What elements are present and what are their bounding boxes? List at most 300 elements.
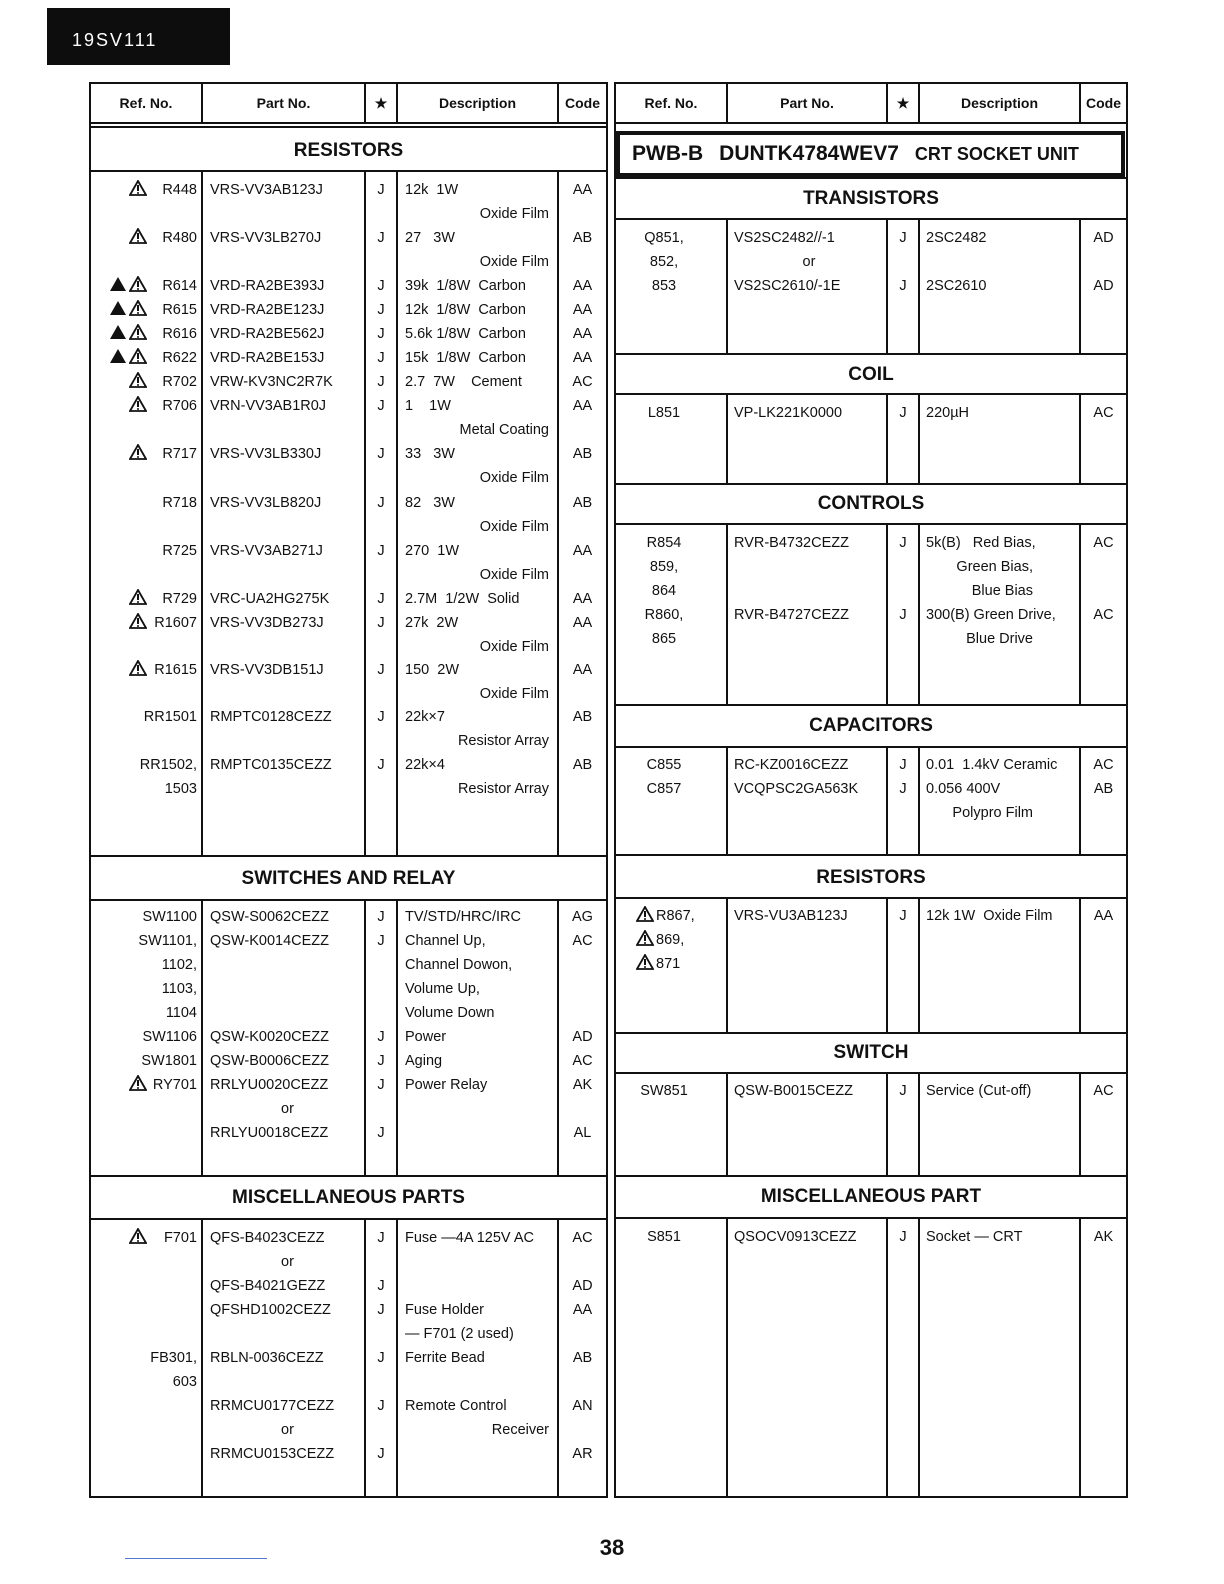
ref-no-cell [89,1348,197,1368]
ref-no: 603 [172,1374,197,1390]
description: Oxide Film [479,686,549,702]
description: Oxide Film [479,567,549,583]
ref-no-cell [614,755,714,775]
rank-mark: J [899,278,907,294]
part-no: VS2SC2482//-1 [734,230,835,246]
part-no: RBLN-0036CEZZ [210,1350,324,1366]
description: 0.056 400V [926,781,1001,797]
part-no: VRS-VV3DB273J [210,615,324,631]
ref-no: C857 [646,781,682,797]
safety-warning-icon [129,1075,147,1091]
ref-no-cell [89,613,197,633]
description: Receiver [491,1422,549,1438]
rank-mark: J [377,230,385,246]
description: 220µH [926,405,970,421]
description: 82 3W [405,495,455,511]
code: AA [572,543,593,559]
description: Oxide Film [479,254,549,270]
ref-no: S851 [647,1229,681,1245]
safety-warning-icon [129,660,147,676]
code: AB [572,1350,593,1366]
part-no: QSW-K0014CEZZ [210,933,329,949]
ref-no: RY701 [152,1077,197,1093]
rank-mark: J [377,1029,385,1045]
ref-no-cell [614,228,714,248]
part-no: VRC-UA2HG275K [210,591,330,607]
section-title: TRANSISTORS [803,188,939,209]
code: AA [572,302,593,318]
part-no: QSOCV0913CEZZ [734,1229,857,1245]
description: 2.7 7W Cement [405,374,522,390]
code: AC [1093,757,1114,773]
ref-no: 852, [649,254,679,270]
safety-warning-icon [129,444,147,460]
rank-mark: J [899,1229,907,1245]
code: AA [572,591,593,607]
header-code: Code [1086,95,1121,111]
description: 27k 2W [405,615,459,631]
description: Metal Coating [459,422,549,438]
safety-warning-icon [129,276,147,292]
ref-no: R1615 [154,662,197,678]
ref-no-cell [614,403,714,423]
part-no: VRN-VV3AB1R0J [210,398,327,414]
page-number: 38 [599,1535,625,1560]
safety-warning-icon [636,954,654,970]
description: 22k×4 [405,757,445,773]
ref-no: 853 [651,278,677,294]
rank-mark: J [377,1446,385,1462]
rank-mark: J [377,1125,385,1141]
description: 39k 1/8W Carbon [405,278,526,294]
code: AA [572,350,593,366]
description: 12k 1W [405,182,459,198]
ref-no-cell [89,589,197,609]
part-no: RVR-B4732CEZZ [734,535,849,551]
ref-no: 1104 [165,1005,197,1021]
ref-no: R867, [656,908,695,924]
code: AC [572,933,593,949]
description: — F701 (2 used) [405,1326,514,1342]
part-no: QSW-B0006CEZZ [210,1053,329,1069]
description: Resistor Array [457,733,549,749]
code: AC [572,374,593,390]
ref-no: 859, [649,559,679,575]
description: 27 3W [405,230,455,246]
safety-warning-icon [129,348,147,364]
ref-no-cell [614,779,714,799]
ref-no: F701 [163,1230,197,1246]
ref-no: R615 [162,302,197,318]
description: Power Relay [405,1077,488,1093]
description: Oxide Film [479,519,549,535]
code: AB [572,446,593,462]
description: Polypro Film [952,805,1033,821]
ref-no: Q851, [644,230,684,246]
ref-no-cell [89,324,197,344]
ref-no: 1102, [161,957,197,973]
left-parts-table [89,82,608,1498]
ref-no-cell [89,1075,197,1095]
safety-warning-icon [129,180,147,196]
description: 2.7M 1/2W Solid [405,591,520,607]
part-no: VRS-VV3LB270J [210,230,322,246]
header-star: ★ [374,94,388,111]
ref-no-cell [614,629,714,649]
code: AB [572,709,593,725]
ref-no-cell [89,1003,197,1023]
ref-no-cell [89,276,197,296]
description: Oxide Film [479,206,549,222]
code: AA [1093,908,1114,924]
part-no: VRD-RA2BE393J [210,278,325,294]
rank-mark: J [377,302,385,318]
rank-mark: J [899,607,907,623]
safety-warning-icon [636,906,654,922]
description: 5k(B) Red Bias, [926,535,1036,551]
ref-no: FB301, [150,1350,197,1366]
description: Ferrite Bead [405,1350,485,1366]
description: Service (Cut-off) [926,1083,1032,1099]
ref-no-cell [614,581,714,601]
code: AA [572,398,593,414]
rank-mark: J [377,543,385,559]
safety-warning-icon [129,228,147,244]
part-no: RRLYU0018CEZZ [210,1125,329,1141]
ref-no: R1607 [154,615,197,631]
part-no: RRLYU0020CEZZ [210,1077,329,1093]
part-no: QFS-B4021GEZZ [210,1278,326,1294]
rank-mark: J [377,757,385,773]
ref-no-cell [89,1027,197,1047]
rank-mark: J [899,1083,907,1099]
rank-mark: J [377,615,385,631]
description: Oxide Film [479,639,549,655]
ref-no-cell [89,444,197,464]
section-title: SWITCH [833,1042,909,1063]
safety-warning-icon [129,613,147,629]
description: Fuse —4A 125V AC [405,1230,534,1246]
part-no: QFSHD1002CEZZ [210,1302,331,1318]
part-no: QSW-K0020CEZZ [210,1029,329,1045]
ref-no-cell [89,660,197,680]
ref-no: SW1100 [142,909,197,925]
description: Blue Bias [971,583,1033,599]
ref-no-cell [89,979,197,999]
part-no: or [281,1422,294,1438]
safety-warning-icon [129,300,147,316]
ref-no-cell [89,300,197,320]
header-ref-no: Ref. No. [119,95,173,111]
ref-no-cell [89,372,197,392]
ref-no: L851 [647,405,681,421]
model-number-tab: 19SV111 [47,8,230,65]
ref-no-cell [89,180,197,200]
header-code: Code [565,95,600,111]
part-no: QSW-B0015CEZZ [734,1083,853,1099]
part-no: RVR-B4727CEZZ [734,607,849,623]
part-no: RMPTC0135CEZZ [210,757,332,773]
description: 300(B) Green Drive, [926,607,1056,623]
section-title: COIL [848,364,894,385]
rank-mark: J [377,446,385,462]
ref-no: R448 [162,182,197,198]
code: AD [1093,278,1114,294]
code: AD [572,1029,593,1045]
ref-no-cell [614,906,714,926]
description: 1 1W [405,398,451,414]
description: Remote Control [405,1398,507,1414]
safety-warning-icon [129,1228,147,1244]
description: Channel Dowon, [405,957,513,973]
ref-no: 864 [651,583,677,599]
ref-no: 869, [656,932,685,948]
header-part-no: Part No. [780,95,834,111]
rank-mark: J [377,1350,385,1366]
ref-no-cell [89,707,197,727]
ref-no-cell [89,755,197,775]
ref-no-cell [614,1081,714,1101]
description: 0.01 1.4kV Ceramic [926,757,1058,773]
ref-no-cell [614,930,714,950]
part-no: VP-LK221K0000 [734,405,843,421]
ref-no: 865 [651,631,677,647]
safety-warning-icon [129,372,147,388]
part-no: VRD-RA2BE123J [210,302,325,318]
rank-mark: J [377,1230,385,1246]
safety-warning-icon [129,324,147,340]
description: 12k 1W Oxide Film [926,908,1053,924]
rank-mark: J [377,1278,385,1294]
ref-no-cell [614,276,714,296]
ref-no: R725 [162,543,197,559]
rank-mark: J [377,374,385,390]
ref-no-cell [89,907,197,927]
part-no: RRMCU0153CEZZ [210,1446,335,1462]
ref-no-cell [89,396,197,416]
description: Socket — CRT [926,1229,1023,1245]
part-no: RMPTC0128CEZZ [210,709,332,725]
rank-mark: J [377,933,385,949]
description: 270 1W [405,543,459,559]
footer-rule [125,1558,267,1559]
part-no: or [281,1101,294,1117]
header-ref-no: Ref. No. [644,95,698,111]
ref-no-cell [614,1227,714,1247]
ref-no: SW851 [640,1083,688,1099]
description: Fuse Holder [405,1302,484,1318]
description: 5.6k 1/8W Carbon [405,326,526,342]
rank-mark: J [899,535,907,551]
safety-warning-icon [636,930,654,946]
ref-no: SW1106 [142,1029,197,1045]
description: 22k×7 [405,709,445,725]
part-no: or [802,254,816,270]
part-no: VRS-VU3AB123J [734,908,848,924]
code: AK [572,1077,593,1093]
safety-solid-icon [109,276,127,292]
ref-no-cell [89,1228,197,1248]
part-no: VRD-RA2BE562J [210,326,325,342]
ref-no-cell [89,931,197,951]
code: AC [1093,607,1114,623]
ref-no: R622 [162,350,197,366]
ref-no-cell [89,348,197,368]
rank-mark: J [377,398,385,414]
part-no: VRS-VV3LB330J [210,446,322,462]
ref-no: 1503 [164,781,197,797]
part-no: RC-KZ0016CEZZ [734,757,849,773]
code: AA [572,326,593,342]
description: 2SC2482 [926,230,987,246]
code: AC [1093,405,1114,421]
ref-no: SW1101, [138,933,197,949]
description: Resistor Array [457,781,549,797]
ref-no: R717 [162,446,197,462]
rank-mark: J [377,1077,385,1093]
safety-solid-icon [109,300,127,316]
ref-no-cell [614,252,714,272]
code: AB [572,757,593,773]
description: TV/STD/HRC/IRC [405,909,521,925]
part-no: VRD-RA2BE153J [210,350,325,366]
description: 15k 1/8W Carbon [405,350,526,366]
ref-no: R616 [162,326,197,342]
rank-mark: J [377,1302,385,1318]
code: AD [572,1278,593,1294]
safety-solid-icon [109,348,127,364]
ref-no: C855 [646,757,682,773]
rank-mark: J [377,495,385,511]
ref-no: R718 [162,495,197,511]
rank-mark: J [377,278,385,294]
ref-no: R702 [162,374,197,390]
code: AA [572,182,593,198]
safety-warning-icon [129,396,147,412]
pwb-unit-title [616,131,1125,177]
ref-no: 871 [656,956,681,972]
description: Power [405,1029,447,1045]
rank-mark: J [377,1053,385,1069]
pwb-label: PWB-B [632,142,704,165]
right-parts-table [614,82,1128,1498]
part-no: VRS-VV3DB151J [210,662,324,678]
section-title: SWITCHES AND RELAY [241,868,456,889]
description: 33 3W [405,446,455,462]
part-no: VRS-VV3AB271J [210,543,323,559]
safety-solid-icon [109,324,127,340]
code: AL [573,1125,592,1141]
ref-no-cell [614,533,714,553]
code: AA [572,278,593,294]
rank-mark: J [377,909,385,925]
ref-no: R854 [646,535,682,551]
code: AA [572,662,593,678]
ref-no-cell [89,955,197,975]
ref-no: RR1501 [143,709,197,725]
code: AA [572,1302,593,1318]
pwb-unit-name: CRT SOCKET UNIT [914,143,1079,164]
ref-no-cell [614,605,714,625]
code: AB [572,495,593,511]
code: AN [572,1398,593,1414]
rank-mark: J [899,908,907,924]
description: Channel Up, [405,933,486,949]
rank-mark: J [377,709,385,725]
code: AD [1093,230,1114,246]
section-title: RESISTORS [293,140,404,161]
rank-mark: J [377,1398,385,1414]
rank-mark: J [899,781,907,797]
code: AC [572,1053,593,1069]
part-no: QSW-S0062CEZZ [210,909,329,925]
part-no: VRW-KV3NC2R7K [210,374,333,390]
ref-no-cell [614,954,714,974]
code: AB [572,230,593,246]
ref-no-cell [614,557,714,577]
code: AC [1093,1083,1114,1099]
rank-mark: J [377,350,385,366]
rank-mark: J [377,591,385,607]
ref-no-cell [89,1051,197,1071]
description: Oxide Film [479,470,549,486]
ref-no: 1103, [161,981,197,997]
header-description: Description [438,95,516,111]
section-title: CAPACITORS [809,715,933,736]
section-title: MISCELLANEOUS PARTS [232,1187,465,1208]
part-no: VS2SC2610/-1E [734,278,841,294]
part-no: or [281,1254,294,1270]
ref-no: R860, [644,607,684,623]
description: Volume Down [405,1005,495,1021]
description: 12k 1/8W Carbon [405,302,526,318]
ref-no: R729 [162,591,197,607]
ref-no-cell [89,541,197,561]
header-part-no: Part No. [256,95,311,111]
description: Aging [405,1053,443,1069]
description: Volume Up, [405,981,480,997]
safety-warning-icon [129,589,147,605]
rank-mark: J [899,405,907,421]
pwb-part-number: DUNTK4784WEV7 [719,142,899,165]
ref-no: R480 [162,230,197,246]
description: Blue Drive [966,631,1033,647]
ref-no: R614 [162,278,197,294]
part-no: RRMCU0177CEZZ [210,1398,335,1414]
section-title: CONTROLS [817,493,925,514]
rank-mark: J [899,757,907,773]
code: AR [572,1446,593,1462]
header-description: Description [960,95,1038,111]
section-title: MISCELLANEOUS PART [760,1186,982,1207]
description: 150 2W [405,662,459,678]
part-no: VRS-VV3AB123J [210,182,323,198]
header-star: ★ [896,94,910,111]
part-no: QFS-B4023CEZZ [210,1230,325,1246]
code: AK [1093,1229,1114,1245]
ref-no-cell [89,493,197,513]
code: AB [1093,781,1114,797]
section-title: RESISTORS [816,867,926,888]
code: AC [572,1230,593,1246]
code: AG [572,909,593,925]
rank-mark: J [377,662,385,678]
description: 2SC2610 [926,278,987,294]
code: AC [1093,535,1114,551]
rank-mark: J [377,182,385,198]
rank-mark: J [377,326,385,342]
ref-no: R706 [162,398,197,414]
